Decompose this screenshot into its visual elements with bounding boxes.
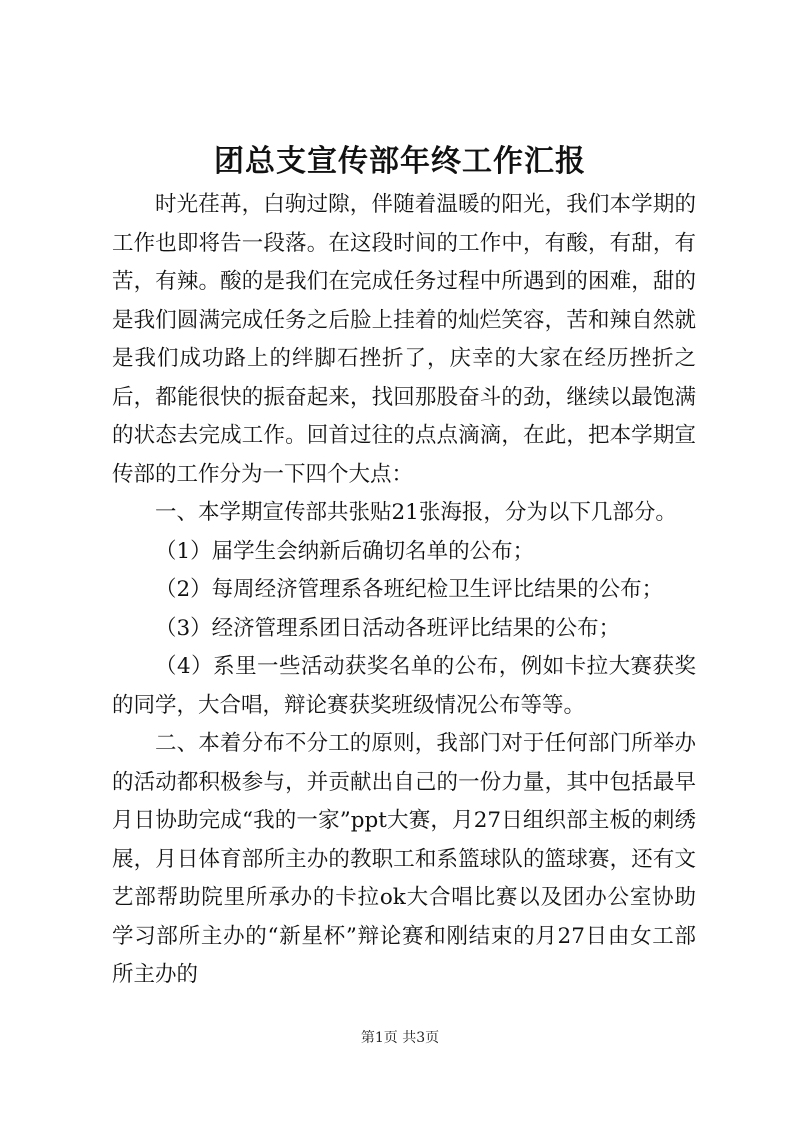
document-body: [112, 186, 696, 995]
paragraph-item-1: （1）届学生会纳新后确切名单的公布；: [155, 538, 535, 564]
paragraph-intro: 时光荏苒，白驹过隙，伴随着温暖的阳光，我们本学期的工作也即将告一段落。在这段时间的工作中，有酸，有甜，有苦，有辣。酸的是我们在完成任务过程中所遇到的困难，甜的是我们圆满完成任务之后脸上挂着的灿烂笑容，苦和辣自然就是我们成功路上的绊脚石挫折了，庆幸的大家在经历挫折之后，都能很快的振奋起来，找回那股奋斗的劲，继续以最饱满的状态去完成工作。回首过往的点点滴滴，在此，把本学期宣传部的工作分为一下四个大点：: [112, 192, 696, 487]
paragraph-item-3: （3）经济管理系团日活动各班评比结果的公布；: [155, 615, 621, 641]
paragraph-item-2: （2）每周经济管理系各班纪检卫生评比结果的公布；: [155, 577, 664, 602]
document-title: 团总支宣传部年终工作汇报: [214, 144, 586, 179]
paragraph-section-two: 二、本着分布不分工的原则，我部门对于任何部门所举办的活动都积极参与，并贡献出自己的一份力量，其中包括最早月日协助完成“我的一家”ppt大赛，月27日组织部主板的刺绣展，月日体育部所主办的教职工和系篮球队的篮球赛，还有文艺部帮助院里所承办的卡拉ok大合唱比赛以及团办公室协助学习部所主办的“新星杯”辩论赛和刚结束的月27日由女工部所主办的: [112, 731, 696, 987]
paragraph-section-one: 一、本学期宣传部共张贴21张海报，分为以下几部分。: [155, 500, 677, 525]
page-number-footer: 第1页 共3页: [360, 1030, 440, 1046]
paragraph-item-4: （4）系里一些活动获奖名单的公布，例如卡拉大赛获奖的同学，大合唱，辩论赛获奖班级情况公布等等。: [112, 654, 696, 718]
